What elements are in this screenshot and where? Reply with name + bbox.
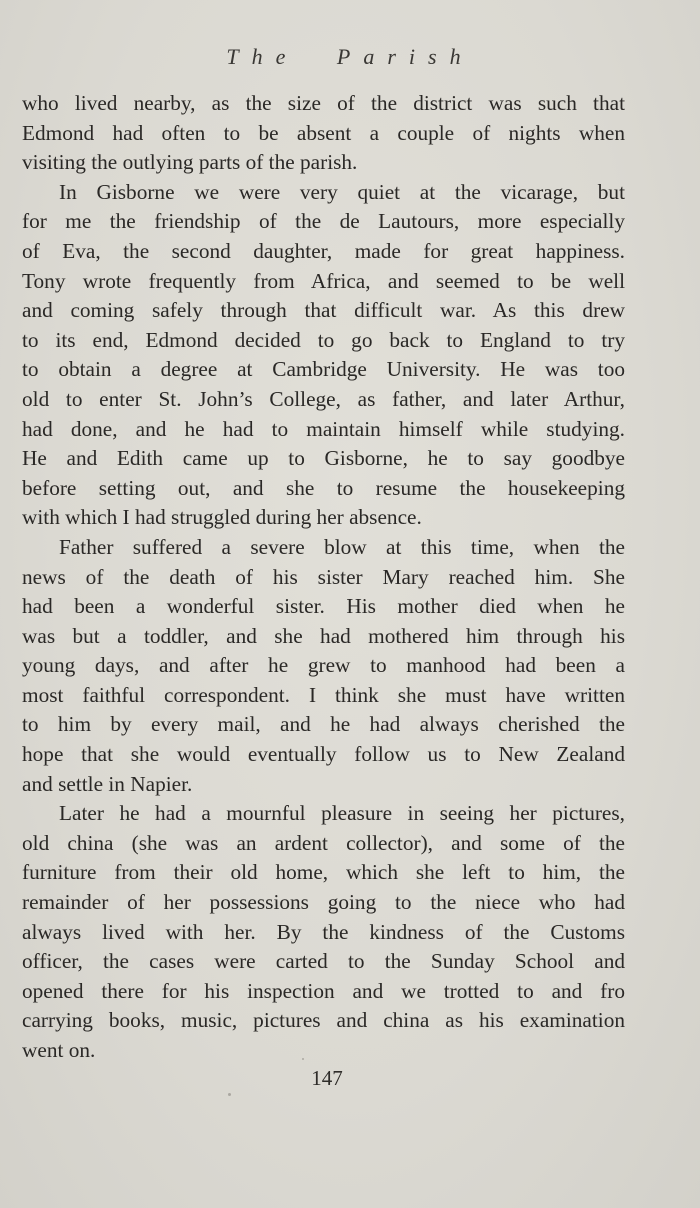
text-line: and coming safely through that difficult war. As this drew [22,298,625,323]
text-line: In Gisborne we were very quiet at the vicarage, but [59,179,625,204]
text-line: to him by every mail, and he had always cherished the [22,712,625,737]
text-line: Edmond had often to be absent a couple of nights when [22,120,625,145]
text-line: had been a wonderful sister. His mother died when he [22,594,625,619]
text-line: Later he had a mournful pleasure in seeing her pictures, [59,801,625,826]
paper-speck [302,1058,304,1060]
text-line: always lived with her. By the kindness of the Customs [22,919,625,944]
running-head: The Parish [226,44,474,69]
text-line: carrying books, music, pictures and china as his examination [22,1008,625,1033]
text-line: He and Edith came up to Gisborne, he to say goodbye [22,446,625,471]
text-line: old to enter St. John’s College, as father, and later Arthur, [22,386,625,411]
text-line: had done, and he had to maintain himself while studying. [22,416,625,441]
text-line: for me the friendship of the de Lautours, more especially [22,209,625,234]
text-line: was but a toddler, and she had mothered him through his [22,623,625,648]
text-line: of Eva, the second daughter, made for great happiness. [22,238,625,263]
text-line: Tony wrote frequently from Africa, and seemed to be well [22,268,625,293]
text-line: and settle in Napier. [22,771,193,796]
text-line: officer, the cases were carted to the Sunday School and [22,949,625,974]
text-line: to its end, Edmond decided to go back to England to try [22,327,625,352]
body-text [22,89,625,1066]
text-line: furniture from their old home, which she left to him, the [22,860,625,885]
text-line: who lived nearby, as the size of the district was such that [22,91,625,115]
text-line: Father suffered a severe blow at this time, when the [59,534,625,559]
text-line: most faithful correspondent. I think she must have written [22,682,625,707]
text-line: before setting out, and she to resume the housekeeping [22,475,625,500]
text-line: opened there for his inspection and we trotted to and fro [22,978,625,1003]
text-line: young days, and after he grew to manhood had been a [22,653,625,678]
text-line: went on. [22,1038,96,1062]
text-line: visiting the outlying parts of the parish. [22,150,358,175]
text-line: with which I had struggled during her absence. [22,505,422,530]
paper-speck [228,1093,231,1096]
text-line: old china (she was an ardent collector), and some of the [22,830,625,855]
page-number: 147 [311,1066,343,1090]
text-line: news of the death of his sister Mary reached him. She [22,564,625,589]
text-line: remainder of her possessions going to the niece who had [22,890,625,915]
text-line: to obtain a degree at Cambridge University. He was too [22,357,625,382]
text-line: hope that she would eventually follow us to New Zealand [22,742,625,767]
